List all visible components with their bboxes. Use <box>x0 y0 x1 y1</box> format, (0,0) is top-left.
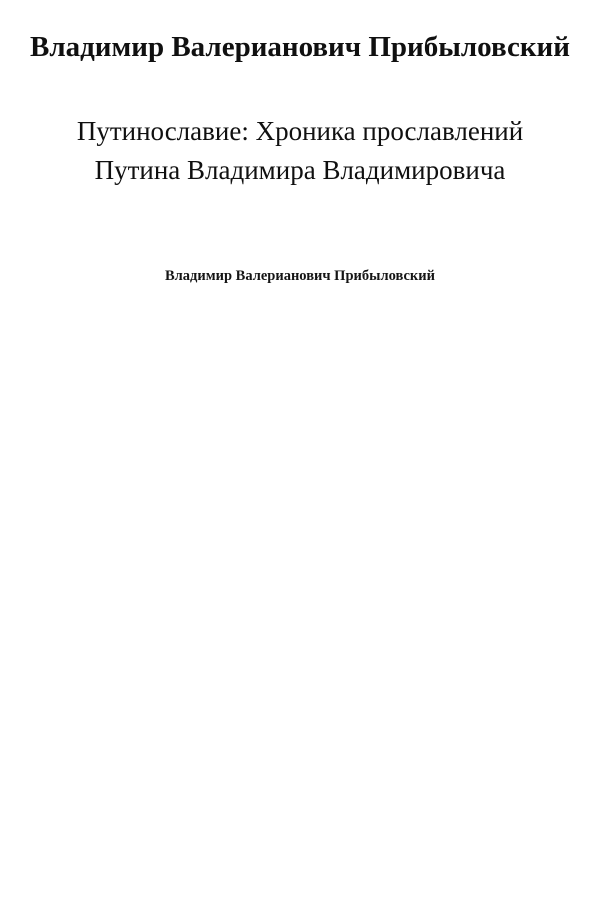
byline: Владимир Валерианович Прибыловский <box>165 267 435 284</box>
title-line-2: Путина Владимира Владимировича <box>94 155 506 186</box>
document-title <box>20 112 580 190</box>
title-line-1: Путинославие: Хроника прославлений <box>76 116 524 147</box>
page-body-empty-area <box>20 285 580 845</box>
author-heading: Владимир Валерианович Прибыловский <box>30 31 570 63</box>
